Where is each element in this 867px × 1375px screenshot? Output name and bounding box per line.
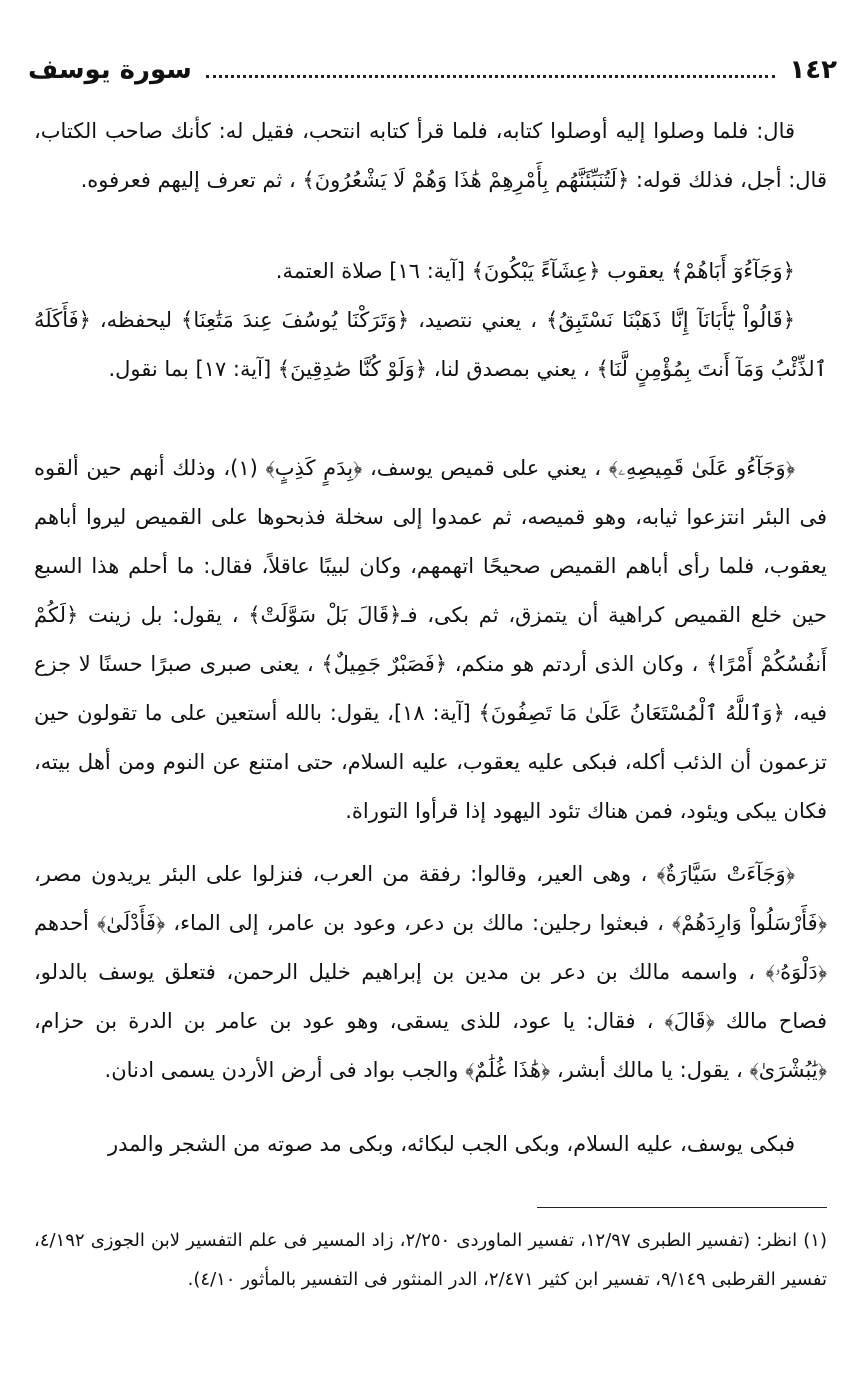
paragraph-4: ﴿وَجَآءُو عَلَىٰ قَمِيصِهِۦ﴾ ، يعني على قميص يوسف، ﴿بِدَمٍ كَذِبٍ﴾ (١)، وذلك أنهم حين ألقوه فى البئر انتزعوا ثيابه، وهو قميصه، ثم عمدوا إلى سخلة فذبحوها على القميص ليروا أباهم يعقوب، فلما رأى أباهم القميص صحيحًا اتهمهم، وكان لبيبًا عاقلاً، فقال: ما أحلم هذا السبع حين خلع القميص كراهية أن يتمزق، ثم بكى، فـ﴿قَالَ بَلْ سَوَّلَتْ﴾ ، يقول: بل زينت ﴿لَكُمْ أَنفُسُكُمْ أَمْرًا﴾ ، وكان الذى أردتم هو منكم، ﴿فَصَبْرٌ جَمِيلٌ﴾ ، يعنى صبرى صبرًا حسنًا لا جزع فيه، ﴿وَٱللَّهُ ٱلْمُسْتَعَانُ عَلَىٰ مَا تَصِفُونَ﴾ [آية: ١٨]، يقول: بالله أستعين على ما تقولون حين تزعمون أن الذئب أكله، فبكى عليه يعقوب، عليه السلام، حتى امتنع عن النوم ومن أهل بيته، فكان يبكى ويئود، فمن هناك تئود اليهود إذا قرأوا التوراة.	[34, 456, 827, 823]
footnote-1: (١) انظر: (تفسير الطبرى ١٢/٩٧، تفسير الماوردى ٢/٢٥٠، زاد المسير فى علم التفسير لابن الجوزى ٤/١٩٢، تفسير القرطبى ٩/١٤٩، تفسير ابن كثير ٢/٤٧١، الدر المنثور فى التفسير بالمأثور ٤/١٠).	[34, 1230, 827, 1290]
header-leader-dots	[206, 75, 776, 78]
footnote-separator	[537, 1207, 827, 1208]
paragraph-1: قال: فلما وصلوا إليه أوصلوا كتابه، فلما قرأ كتابه انتحب، فقيل له: كأنك صاحب الكتاب، قال: أجل، فذلك قوله: ﴿لَتُنَبِّئَنَّهُم بِأَمْرِهِمْ هَٰذَا وَهُمْ لَا يَشْعُرُونَ﴾ ، ثم تعرف إليهم فعرفوه.	[34, 119, 827, 192]
paragraph-5: ﴿وَجَآءَتْ سَيَّارَةٌ﴾ ، وهى العير، وقالوا: رفقة من العرب، فنزلوا على البئر يريدون مصر، ﴿فَأَرْسَلُواْ وَارِدَهُمْ﴾ ، فبعثوا رجلين: مالك بن دعر، وعود بن عامر، إلى الماء، ﴿فَأَدْلَىٰ﴾ أحدهم ﴿دَلْوَهُۥ﴾ ، واسمه مالك بن دعر بن مدين بن إبراهيم خليل الرحمن، فتعلق يوسف بالدلو، فصاح مالك ﴿قَالَ﴾ ، فقال: يا عود، للذى يسقى، وهو عود بن عامر بن الدرة بن حزام، ﴿يَٰبُشْرَىٰ﴾ ، يقول: يا مالك أبشر، ﴿هَٰذَا غُلَٰمٌ﴾ والجب بواد فى أرض الأردن يسمى ادنان.	[34, 862, 827, 1082]
paragraph-6: فبكى يوسف، عليه السلام، وبكى الجب لبكائه، وبكى مد صوته من الشجر والمدر	[107, 1132, 795, 1156]
page-header	[28, 50, 837, 90]
page-number: ١٤٢	[789, 55, 837, 85]
surah-title: سورة يوسف	[28, 55, 192, 85]
paragraph-2: ﴿وَجَآءُوٓ أَبَاهُمْ﴾ يعقوب ﴿عِشَآءً يَبْكُونَ﴾ [آية: ١٦] صلاة العتمة.	[275, 259, 795, 283]
paragraph-3: ﴿قَالُواْ يَٰٓأَبَانَآ إِنَّا ذَهَبْنَا نَسْتَبِقُ﴾ ، يعني نتصيد، ﴿وَتَرَكْنَا يُوسُفَ عِندَ مَتَٰعِنَا﴾ ليحفظه، ﴿فَأَكَلَهُ ٱلذِّئْبُ وَمَآ أَنتَ بِمُؤْمِنٍ لَّنَا﴾ ، يعني بمصدق لنا، ﴿وَلَوْ كُنَّا صَٰدِقِينَ﴾ [آية: ١٧] بما نقول.	[34, 308, 827, 381]
